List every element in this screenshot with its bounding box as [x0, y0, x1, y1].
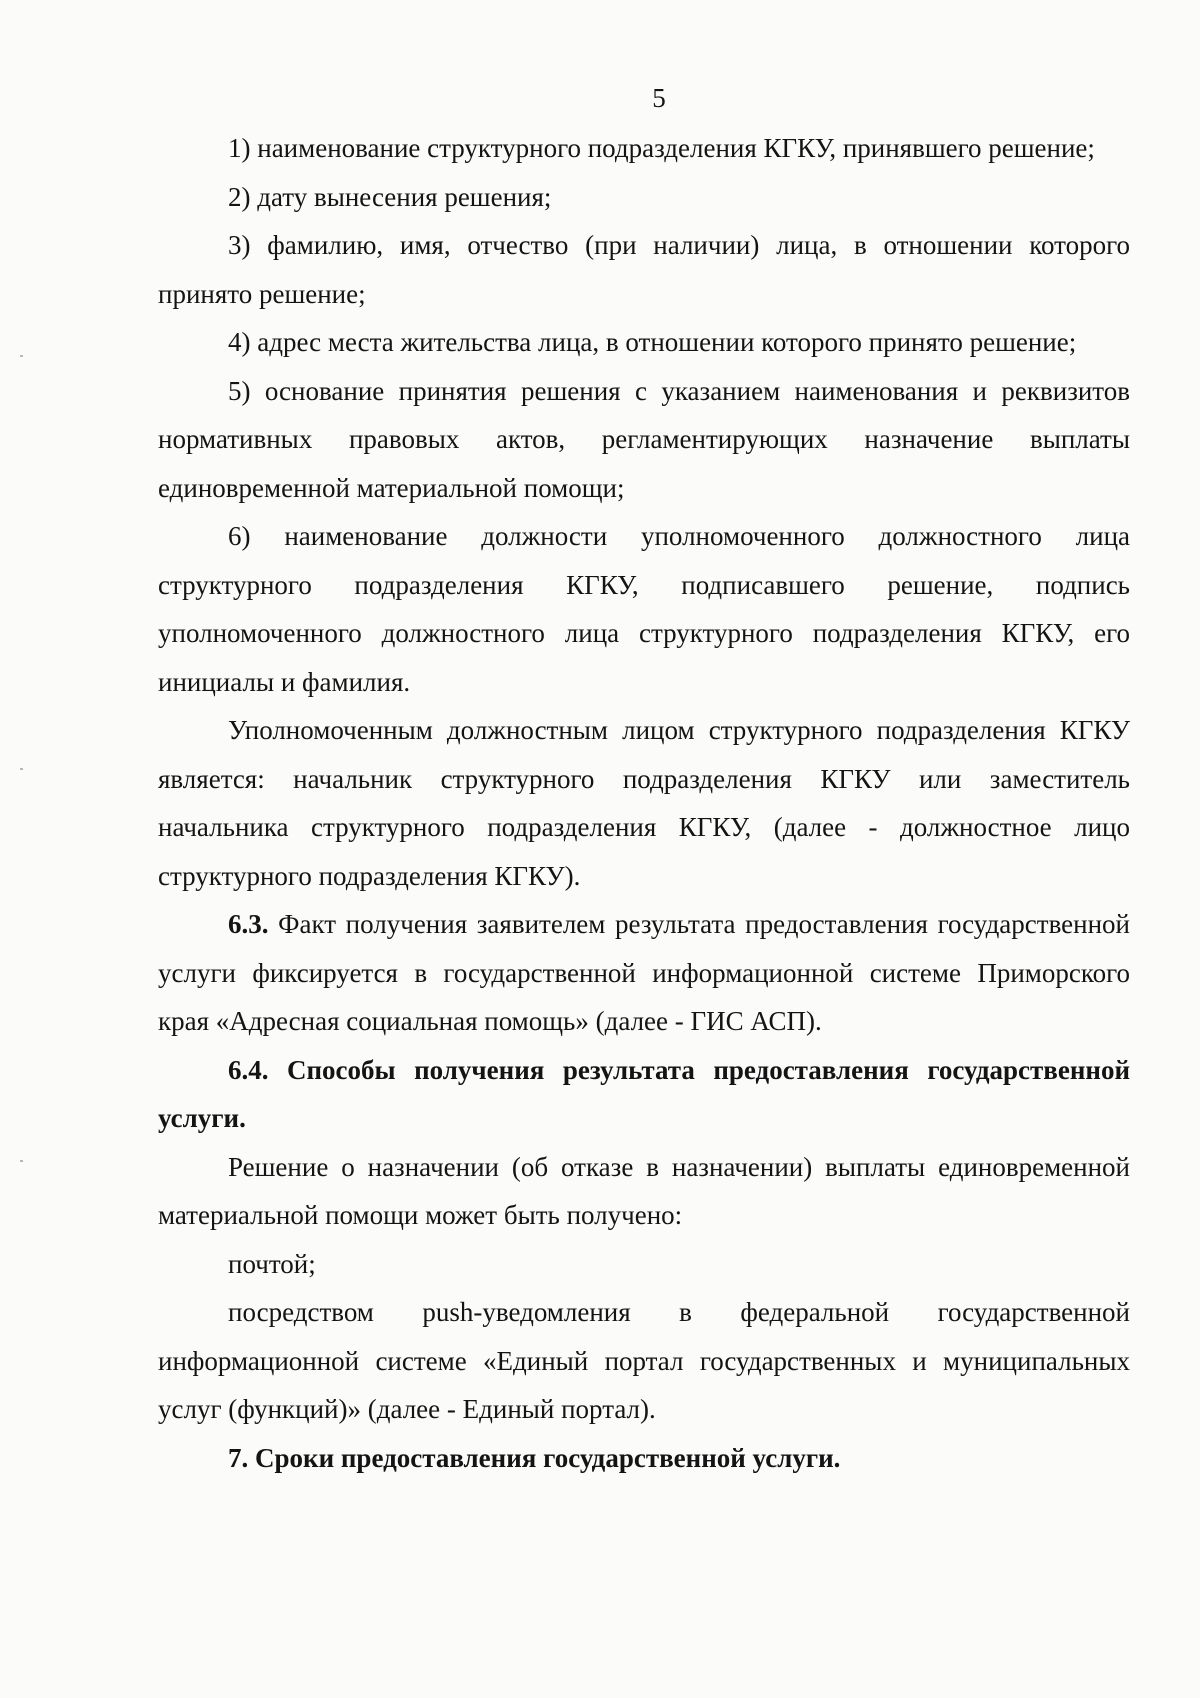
section-text: Факт получения заявителем результата предоставления государственной услуги фиксируется в государственной информационной системе Приморского края «Адресная социальная помощь» (далее - ГИС АСП).	[158, 909, 1130, 1036]
paragraph-item-4: 4) адрес места жительства лица, в отношении которого принято решение;	[228, 327, 1077, 357]
paragraph-by-mail: почтой;	[228, 1248, 316, 1279]
heading-section-6-4: 6.4. Способы получения результата предоставления государственной услуги.	[158, 1054, 1130, 1133]
paragraph-item-5: 5) основание принятия решения с указанием наименования и реквизитов нормативных правовых актов, регламентирующих назначение выплаты единовременной материальной помощи;	[158, 375, 1130, 503]
paragraph-item-2: 2) дату вынесения решения;	[228, 181, 552, 212]
paragraph-decision: Решение о назначении (об отказе в назначении) выплаты единовременной материальной помощи может быть получено:	[158, 1151, 1130, 1230]
section-number: 6.3.	[228, 909, 269, 939]
paragraph-item-1: 1) наименование структурного подразделения КГКУ, принявшего решение;	[228, 133, 1095, 163]
paragraph-item-3: 3) фамилию, имя, отчество (при наличии) лица, в отношении которого принято решение;	[158, 230, 1130, 309]
paragraph-section-6-3	[158, 900, 1130, 1046]
paragraph-authorized-official: Уполномоченным должностным лицом структурного подразделения КГКУ является: начальник структурного подразделения КГКУ или заместитель начальника структурного подразделения КГКУ, (далее - должностное лицо структурного подразделения КГКУ).	[158, 715, 1130, 891]
paragraph-push-notification: посредством push-уведомления в федеральной государственной информационной системе «Единый портал государственных и муниципальных услуг (функций)» (далее - Единый портал).	[158, 1297, 1130, 1424]
scan-mark	[20, 355, 23, 357]
scan-mark	[20, 768, 23, 770]
paragraph-item-6: 6) наименование должности уполномоченного должностного лица структурного подразделения КГКУ, подписавшего решение, подпись уполномоченного должностного лица структурного подразделения КГКУ, его инициалы и фамилия.	[158, 521, 1130, 697]
scan-mark	[20, 1160, 23, 1162]
page-number: 5	[652, 83, 666, 113]
heading-section-7: 7. Сроки предоставления государственной услуги.	[228, 1442, 841, 1473]
